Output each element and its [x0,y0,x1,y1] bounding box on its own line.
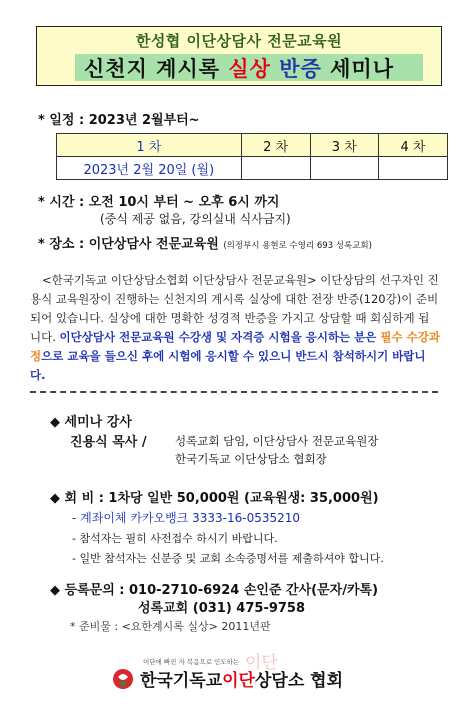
bullet-icon: * [38,237,50,252]
schedule-date-row [57,157,448,180]
schedule-table [56,133,448,180]
schedule-header-1: 1 차 [57,134,242,157]
lecturer-role-1: 성록교회 담임, 이단상담사 전문교육원장 [175,434,379,448]
bullet-icon: * [38,195,50,210]
diamond-icon: ◆ [50,491,65,506]
association-name-1: 한국기독교 [140,671,223,691]
schedule-date-3 [310,157,378,180]
bank-account: - 계좌이체 카카오뱅크 3333-16-0535210 [72,511,301,525]
title-part-red: 실상 [228,57,271,81]
footer-watermark: 이단 [245,653,278,673]
organization-name: 한성협 이단상담사 전문교육원 [135,32,343,50]
lecturer-role-2: 한국기독교 이단상담소 협회장 [175,452,327,466]
lecturer-name: 진용식 목사 / [70,435,147,450]
seminar-title [37,53,441,83]
description-paragraph [30,271,440,385]
schedule-date-2 [241,157,310,180]
title-part-1: 신천지 계시록 [84,57,229,81]
schedule-header-4: 4 차 [378,134,447,157]
association-name-2: 상담소 협회 [254,671,344,691]
lecturer-heading-text: 세미나 강사 [64,415,132,430]
place-label-text: 장소 : 이단상담사 전문교육원 [49,237,219,252]
association-name [140,666,343,691]
fee-note-1: - 참석자는 필히 사전접수 하시기 바랍니다. [72,532,278,545]
schedule-label [38,109,200,128]
contact-label [50,579,378,598]
textbook-note: * 준비물 : <요한계시록 실상> 2011년판 [70,620,271,633]
description-text-4: 으로 교육을 들으신 후에 시험에 응시할 수 있으니 반드시 참석하시기 바랍니다. [30,349,426,382]
fee-label [50,487,379,506]
schedule-header-3: 3 차 [310,134,378,157]
diamond-icon: ◆ [50,415,65,430]
description-text-1: <한국기독교 이단상담소협회 이단상담사 전문교육원> 이단상담의 선구자인 진용식 교육원장이 진행하는 신천지의 계시록 실상에 대한 전장 반증(120강)이 준비되어 있습니다. 실상에 대한 명확한 성경적 반증을 가지고 상담할 때 회심하게 됩니다. [30,273,439,344]
time-label-text: 시간 : 오전 10시 부터 ~ 오후 6시 까지 [49,195,280,210]
schedule-date-1: 2023년 2월 20일 (월) [57,157,242,180]
description-text-3: 필수 수강과정 [30,330,440,363]
title-part-space [271,57,279,81]
schedule-date-4 [378,157,447,180]
schedule-label-text: 일정 : 2023년 2월부터~ [49,113,200,128]
association-name-red: 이단 [222,671,255,691]
place-label [38,233,372,252]
lecturer-heading [50,411,132,430]
schedule-header-row [57,134,448,157]
footer-tagline: 이단에 빠진 자 복음으로 인도하는 [143,658,240,666]
place-address: (의정부시 용현로 수영리 693 성록교회) [223,241,372,251]
time-note: (중식 제공 없음, 강의실내 식사금지) [100,212,291,226]
time-label [38,191,279,210]
contact-church: 성록교회 (031) 475-9758 [138,601,306,616]
bullet-icon: * [38,113,50,128]
dashed-divider [30,391,438,393]
association-logo-icon [112,668,134,690]
title-banner [36,26,442,86]
title-part-blue: 반증 [279,57,322,81]
fee-note-2: - 일반 참석자는 신분증 및 교회 소속증명서를 제출하셔야 합니다. [72,552,384,565]
diamond-icon: ◆ [50,583,65,598]
title-part-2: 세미나 [321,57,394,81]
contact-label-text: 등록문의 : 010-2710-6924 손인준 간사(문자/카톡) [64,583,379,598]
description-text-2: 이단상담사 전문교육원 수강생 및 자격증 시험을 응시하는 분은 [59,330,381,344]
schedule-header-2: 2 차 [241,134,310,157]
fee-label-text: 회 비 : 1차당 일반 50,000원 (교육원생: 35,000원) [64,491,379,506]
